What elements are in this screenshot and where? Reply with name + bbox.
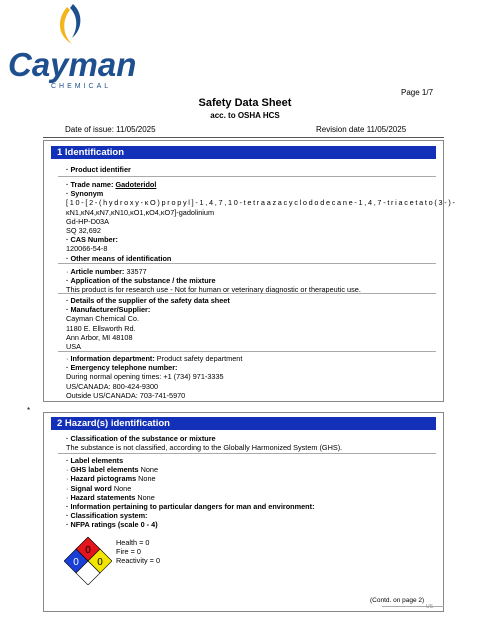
nfpa-fire-value: 0: [85, 545, 91, 556]
divider: [58, 263, 436, 264]
trade-name-block: [66, 180, 457, 263]
continued-note: (Contd. on page 2): [370, 597, 425, 604]
nfpa-reactivity-text: Reactivity = 0: [116, 556, 161, 566]
manufacturer-label: · Manufacturer/Supplier:: [66, 305, 151, 315]
classification-block: [66, 434, 342, 452]
ghs-label-elements: · GHS label elements None: [66, 465, 159, 475]
cayman-logo: [4, 2, 139, 94]
nfpa-reactivity-value: 0: [97, 557, 103, 568]
information-department: · Information department: Product safety department: [66, 354, 243, 363]
synonym-label: · Synonym: [66, 189, 104, 199]
nfpa-diamond-icon: [64, 537, 112, 585]
trade-name: · Trade name: Gadoteridol: [66, 180, 157, 189]
label-elements-block: [66, 456, 315, 530]
hazard-pictograms: · Hazard pictograms None: [66, 474, 156, 484]
nfpa-health-value: 0: [73, 557, 79, 568]
divider: [58, 293, 436, 294]
synonym-line-1: [10-[2-(hydroxy-κO)propyl]-1,4,7,10-tetraazacyclododecane-1,4,7-triacetato(3-)-: [66, 198, 457, 208]
logo-text: Cayman: [8, 46, 137, 83]
cas-value: 120066-54-8: [66, 244, 108, 254]
synonym-line-4: SQ 32,692: [66, 226, 101, 236]
article-number: · Article number: 33577: [66, 267, 147, 276]
document-title: Safety Data Sheet: [198, 97, 292, 109]
address-line-2: 1180 E. Ellsworth Rd.: [66, 323, 136, 333]
address-line-3: Ann Arbor, MI 48108: [66, 332, 133, 342]
region-code: US: [426, 604, 433, 610]
classification-label: · Classification of the substance or mixture: [66, 434, 216, 443]
nfpa-ratings-label: · NFPA ratings (scale 0 - 4): [66, 520, 158, 530]
date-of-issue: Date of issue: 11/05/2025: [65, 125, 156, 134]
address-line-4: USA: [66, 342, 82, 352]
emergency-line-3: Outside US/CANADA: 703-741-5970: [66, 390, 186, 400]
emergency-line-1: During normal opening times: +1 (734) 971-3335: [66, 372, 224, 382]
emergency-block: [66, 354, 242, 400]
emergency-label: · Emergency telephone number:: [66, 363, 178, 373]
signal-word: · Signal word None: [66, 483, 132, 493]
logo-flame-icon: [60, 7, 72, 44]
revision-marker: *: [27, 406, 31, 415]
divider: [58, 453, 436, 454]
application-block: [66, 267, 361, 295]
other-dangers-label: · Information pertaining to particular dangers for man and environment:: [66, 502, 315, 512]
nfpa-health-text: Health = 0: [116, 538, 150, 547]
revision-date: Revision date 11/05/2025: [316, 125, 407, 134]
divider: [58, 176, 436, 177]
product-identifier-block: [66, 165, 131, 174]
emergency-line-2: US/CANADA: 800-424-9300: [66, 381, 159, 391]
classification-system-label: · Classification system:: [66, 511, 148, 521]
nfpa-legend: [116, 538, 160, 566]
footer-divider: [382, 606, 444, 607]
classification-text: The substance is not classified, according to the Globally Harmonized System (GHS).: [66, 443, 343, 453]
product-identifier-label: · Product identifier: [66, 165, 131, 174]
address-line-1: Cayman Chemical Co.: [66, 314, 139, 324]
other-means-label: · Other means of identification: [66, 253, 172, 263]
synonym-line-2: κN1,κN4,κN7,κN10,κO1,κO4,κO7]-gadolinium: [66, 207, 215, 217]
divider: [58, 351, 436, 352]
section-1-heading: 1 Identification: [51, 146, 436, 159]
application-text: This product is for research use - Not for human or veterinary diagnostic or therapeutic use.: [66, 285, 361, 295]
application-label: · Application of the substance / the mixture: [66, 276, 216, 286]
header-divider: [43, 137, 444, 138]
nfpa-fire-text: Fire = 0: [116, 547, 141, 557]
logo-subtext: CHEMICAL: [51, 83, 112, 90]
supplier-details-label: · Details of the supplier of the safety data sheet: [66, 296, 230, 305]
page-number: Page 1/7: [401, 88, 434, 97]
supplier-block: [66, 296, 230, 351]
synonym-line-3: Gd-HP-D03A: [66, 216, 109, 226]
section-2-heading: 2 Hazard(s) identification: [51, 417, 436, 430]
document-subtitle: acc. to OSHA HCS: [210, 111, 280, 120]
cas-label: · CAS Number:: [66, 235, 118, 245]
label-elements-label: · Label elements: [66, 456, 124, 465]
hazard-statements: · Hazard statements None: [66, 492, 155, 502]
